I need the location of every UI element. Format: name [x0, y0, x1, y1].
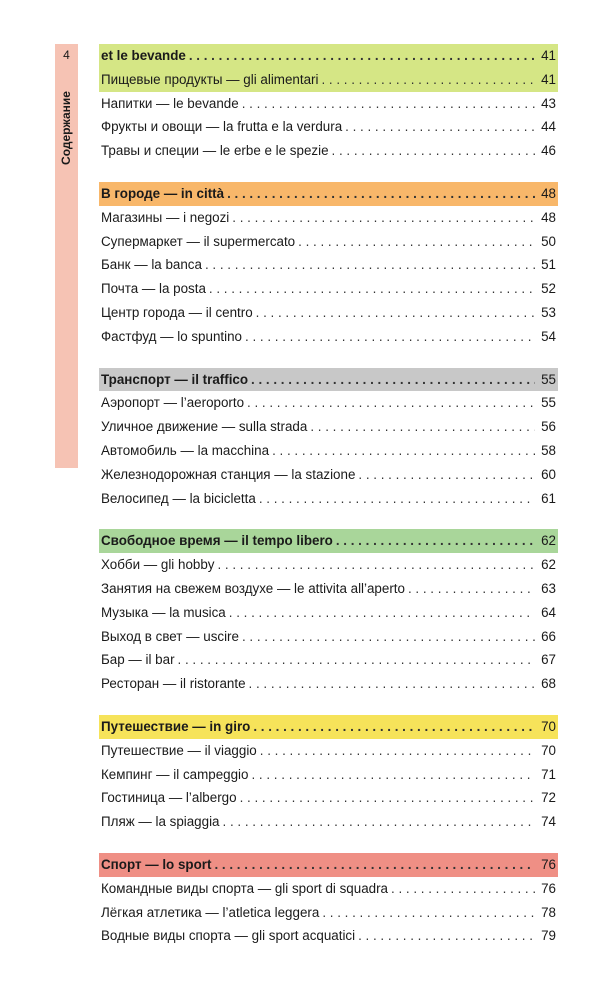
toc-entry-label: Спорт — lo sport [101, 856, 212, 872]
toc-entry-label: Супермаркет — il supermercato [101, 233, 296, 249]
toc-entry-label: Банк — la banca [101, 257, 202, 273]
toc-entry-label: Пляж — la spiaggia [101, 814, 220, 830]
dot-leader [391, 877, 535, 901]
toc-entry-label: Лёгкая атлетика — l’atletica leggera [101, 904, 320, 920]
toc-entry-page: 48 [541, 209, 556, 225]
toc-entry-page: 76 [541, 856, 556, 872]
toc-entry-page: 71 [541, 766, 556, 782]
toc-entry[interactable] [99, 206, 558, 230]
toc-entry[interactable] [99, 115, 558, 139]
dot-leader [245, 325, 535, 349]
dot-leader [272, 439, 535, 463]
page-number: 4 [63, 48, 70, 62]
toc-entry-page: 64 [541, 604, 556, 620]
toc-entry[interactable] [99, 139, 558, 163]
toc-group [99, 44, 558, 163]
toc-entry-page: 48 [541, 185, 556, 201]
toc-entry-label: Пищевые продукты — gli alimentari [101, 71, 319, 87]
toc-entry[interactable] [99, 277, 558, 301]
toc-group [99, 368, 558, 511]
dot-leader [205, 253, 535, 277]
toc-entry-page: 52 [541, 281, 556, 297]
toc-entry[interactable] [99, 415, 558, 439]
toc-entry-label: Напитки — le bevande [101, 95, 239, 111]
toc-entry[interactable] [99, 901, 558, 925]
toc-entry[interactable] [99, 924, 558, 948]
toc-entry-page: 62 [541, 533, 556, 549]
dot-leader [310, 415, 535, 439]
toc-entry[interactable] [99, 810, 558, 834]
toc-entry[interactable] [99, 439, 558, 463]
toc-entry[interactable] [99, 786, 558, 810]
toc-entry-label: Фастфуд — lo spuntino [101, 328, 242, 344]
toc-entry-label: Хобби — gli hobby [101, 557, 215, 573]
toc-entry[interactable] [99, 553, 558, 577]
toc-entry-page: 54 [541, 328, 556, 344]
dot-leader [223, 810, 535, 834]
toc-entry[interactable] [99, 253, 558, 277]
toc-entry-label: Кемпинг — il campeggio [101, 766, 249, 782]
toc-entry-label: Занятия на свежем воздухе — le attivita all’aperto [101, 580, 405, 596]
toc-entry-page: 63 [541, 580, 556, 596]
toc-entry-page: 56 [541, 419, 556, 435]
toc-entry-label: Велосипед — la bicicletta [101, 490, 256, 506]
dot-leader [249, 672, 535, 696]
toc-entry-label: Аэропорт — l’aeroporto [101, 395, 245, 411]
dot-leader [229, 601, 535, 625]
dot-leader [332, 139, 535, 163]
dot-leader [240, 786, 535, 810]
dot-leader [322, 901, 535, 925]
toc-entry[interactable] [99, 68, 558, 92]
toc-entry[interactable] [99, 325, 558, 349]
toc-entry[interactable] [99, 577, 558, 601]
dot-leader [345, 115, 535, 139]
toc-entry-label: Путешествие — in giro [101, 718, 251, 734]
side-section-label: Содержание [59, 91, 73, 165]
toc-entry[interactable] [99, 648, 558, 672]
toc-entry-page: 51 [541, 257, 556, 273]
toc-entry-page: 70 [541, 718, 556, 734]
toc-entry-label: Фрукты и овощи — la frutta e la verdura [101, 119, 343, 135]
toc-entry-label: Железнодорожная станция — la stazione [101, 466, 356, 482]
toc-entry-page: 55 [541, 395, 556, 411]
dot-leader [259, 487, 535, 511]
toc-entry-page: 41 [541, 48, 556, 63]
toc-entry-label: et le bevande [101, 48, 186, 63]
toc-entry-page: 41 [541, 71, 556, 87]
toc-entry-page: 60 [541, 466, 556, 482]
toc-group [99, 529, 558, 696]
dot-leader [251, 763, 535, 787]
dot-leader [247, 391, 535, 415]
dot-leader [358, 463, 535, 487]
dot-leader [242, 625, 535, 649]
toc-entry-label: В городе — in città [101, 185, 225, 201]
toc-entry-label: Автомобиль — la macchina [101, 442, 270, 458]
toc-entry-label: Путешествие — il viaggio [101, 742, 257, 758]
toc-section-header[interactable] [99, 529, 558, 553]
toc-entry-label: Ресторан — il ristorante [101, 676, 246, 692]
toc-entry[interactable] [99, 877, 558, 901]
dot-leader [251, 368, 535, 392]
toc-entry-page: 78 [541, 904, 556, 920]
toc-entry-label: Уличное движение — sulla strada [101, 419, 308, 435]
toc-entry-page: 66 [541, 628, 556, 644]
toc-entry[interactable] [99, 487, 558, 511]
dot-leader [321, 68, 535, 92]
dot-leader [260, 739, 535, 763]
toc-entry-label: Бар — il bar [101, 652, 175, 668]
toc-section-header[interactable] [99, 853, 558, 877]
toc-section-header[interactable] [99, 44, 558, 68]
toc-entry[interactable] [99, 601, 558, 625]
toc-entry-label: Водные виды спорта — gli sport acquatici [101, 928, 356, 944]
toc-entry-page: 53 [541, 304, 556, 320]
toc-entry-label: Травы и специи — le erbe e le spezie [101, 143, 329, 159]
toc-group [99, 182, 558, 349]
dot-leader [227, 182, 535, 206]
toc-entry-page: 58 [541, 442, 556, 458]
toc-entry[interactable] [99, 625, 558, 649]
toc-entry-page: 61 [541, 490, 556, 506]
toc-entry[interactable] [99, 391, 558, 415]
toc-entry-label: Магазины — i negozi [101, 209, 230, 225]
toc-entry-label: Свободное время — il tempo libero [101, 533, 333, 549]
dot-leader [358, 924, 535, 948]
toc-entry-page: 55 [541, 371, 556, 387]
dot-leader [298, 230, 535, 254]
toc-entry-page: 44 [541, 119, 556, 135]
toc-entry-page: 72 [541, 790, 556, 806]
toc-entry-page: 76 [541, 880, 556, 896]
toc-section-header[interactable] [99, 182, 558, 206]
dot-leader [253, 715, 535, 739]
dot-leader [408, 577, 535, 601]
toc-entry-page: 43 [541, 95, 556, 111]
table-of-contents [99, 44, 558, 948]
toc-entry-label: Командные виды спорта — gli sport di squadra [101, 880, 388, 896]
toc-section-header[interactable] [99, 715, 558, 739]
toc-entry[interactable] [99, 672, 558, 696]
toc-entry[interactable] [99, 763, 558, 787]
dot-leader [336, 529, 535, 553]
toc-entry-page: 67 [541, 652, 556, 668]
toc-entry-label: Гостиница — l’albergo [101, 790, 237, 806]
toc-entry-label: Почта — la posta [101, 281, 206, 297]
toc-entry-page: 70 [541, 742, 556, 758]
toc-entry[interactable] [99, 230, 558, 254]
toc-entry-label: Музыка — la musica [101, 604, 226, 620]
toc-entry[interactable] [99, 739, 558, 763]
toc-entry-label: Центр города — il centro [101, 304, 253, 320]
toc-entry-page: 74 [541, 814, 556, 830]
toc-group [99, 715, 558, 834]
dot-leader [242, 92, 535, 116]
toc-entry-label: Выход в свет — uscire [101, 628, 239, 644]
dot-leader [256, 301, 535, 325]
toc-group [99, 853, 558, 948]
dot-leader [217, 553, 535, 577]
toc-entry-page: 68 [541, 676, 556, 692]
toc-entry-page: 46 [541, 143, 556, 159]
toc-entry[interactable] [99, 92, 558, 116]
dot-leader [209, 277, 535, 301]
toc-entry-page: 50 [541, 233, 556, 249]
dot-leader [178, 648, 535, 672]
toc-entry-page: 62 [541, 557, 556, 573]
toc-section-header[interactable] [99, 368, 558, 392]
toc-entry[interactable] [99, 301, 558, 325]
toc-entry-page: 79 [541, 928, 556, 944]
dot-leader [189, 44, 535, 68]
toc-entry[interactable] [99, 463, 558, 487]
toc-entry-label: Транспорт — il traffico [101, 371, 249, 387]
dot-leader [232, 206, 535, 230]
dot-leader [214, 853, 535, 877]
